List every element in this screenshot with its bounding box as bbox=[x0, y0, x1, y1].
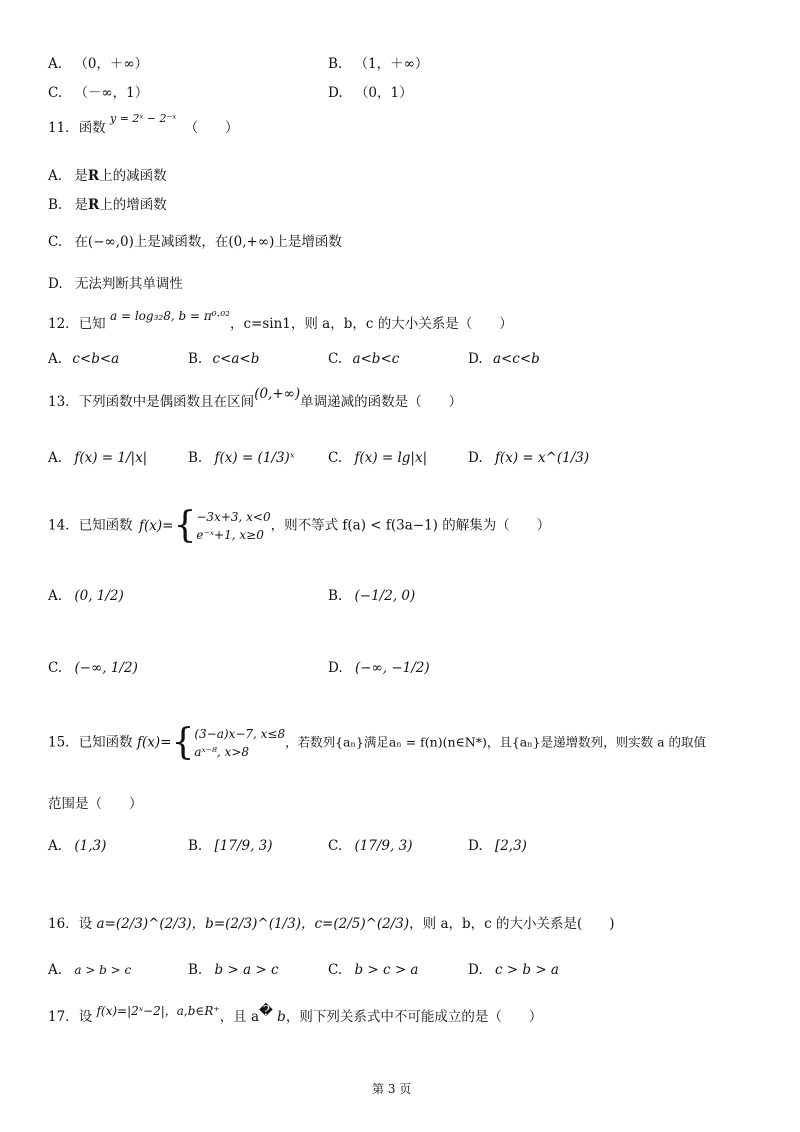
q12-option-b: B. c<a<b bbox=[188, 351, 260, 367]
q12-option-d: D. a<c<b bbox=[468, 351, 540, 367]
option-text: （0，＋∞） bbox=[74, 56, 149, 72]
q14-option-b: B. (−1/2, 0) bbox=[328, 588, 416, 604]
q12-option-a: A. c<b<a bbox=[48, 351, 120, 367]
q12-formula: a = log₃₂8, b = π⁰·⁰² bbox=[109, 309, 230, 323]
q16-formula: a=(2/3)^(2/3)，b=(2/3)^(1/3)，c=(2/5)^(2/3) bbox=[96, 916, 410, 932]
option-text: （0，1） bbox=[354, 85, 413, 101]
q13-option-d: D. f(x) = x^(1/3) bbox=[468, 450, 590, 466]
q16-option-b: B. b > a > c bbox=[188, 962, 279, 978]
q13-option-b: B. f(x) = (1/3)ˣ bbox=[188, 450, 295, 466]
q16-option-c: C. b > c > a bbox=[328, 962, 419, 978]
q10-option-b bbox=[328, 52, 428, 72]
q10-option-d bbox=[328, 81, 413, 101]
option-text: （1，＋∞） bbox=[354, 56, 429, 72]
q14-piecewise: −3x+3, x<0 e⁻ˣ+1, x≥0 bbox=[196, 510, 271, 542]
q13-option-c: C. f(x) = lg|x| bbox=[328, 450, 428, 466]
q17-formula: f(x)=|2ˣ−2|，a,b∈R⁺ bbox=[96, 1004, 220, 1018]
q14-stem: 14．已知函数 f(x)={ −3x+3, x<0 e⁻ˣ+1, x≥0 ，则不等式 f(a) < f(3a−1) 的解集为（ ） bbox=[48, 505, 551, 546]
q11-option-a: A. 是R上的减函数 bbox=[48, 168, 167, 184]
q12-stem: 12．已知 a = log₃₂8, b = π⁰·⁰²，c=sin1，则 a，b，c 的大小关系是（ ） bbox=[48, 309, 513, 332]
q14-option-c: C. (−∞, 1/2) bbox=[48, 660, 138, 676]
q11-formula: y = 2ˣ − 2⁻ˣ bbox=[109, 112, 177, 125]
option-label: C. bbox=[48, 85, 63, 101]
option-label: B. bbox=[328, 56, 343, 72]
q13-stem: 13．下列函数中是偶函数且在区间(0,+∞)单调递减的函数是（ ） bbox=[48, 386, 463, 410]
q14-option-a: A. (0, 1/2) bbox=[48, 588, 124, 604]
q15-option-b: B. [17/9, 3) bbox=[188, 838, 273, 854]
q15-stem-line2: 范围是（ ） bbox=[48, 796, 143, 812]
q15-option-c: C. (17/9, 3) bbox=[328, 838, 413, 854]
q13-option-a: A. f(x) = 1/|x| bbox=[48, 450, 148, 466]
q11-option-b: B. 是R上的增函数 bbox=[48, 197, 167, 213]
q13-interval: (0,+∞) bbox=[254, 386, 301, 402]
q15-option-d: D. [2,3) bbox=[468, 838, 527, 854]
q11-option-c: C. 在(−∞,0)上是减函数，在(0,+∞)上是增函数 bbox=[48, 234, 342, 250]
q11-option-d: D. 无法判断其单调性 bbox=[48, 276, 183, 292]
q16-option-d: D. c > b > a bbox=[468, 962, 559, 978]
q16-option-a: A. a > b > c bbox=[48, 962, 132, 978]
q15-piecewise: (3−a)x−7, x≤8 aˣ⁻⁸, x>8 bbox=[194, 727, 286, 759]
q12-option-c: C. a<b<c bbox=[328, 351, 400, 367]
q11-stem: 11．函数 $^{y = 2ˣ - 2^-ˣ}$ （ ） bbox=[48, 112, 239, 136]
page-number: 第 3 页 bbox=[372, 1082, 412, 1096]
q14-option-d: D. (−∞, −1/2) bbox=[328, 660, 430, 676]
option-label: A. bbox=[48, 56, 63, 72]
option-label: D. bbox=[328, 85, 343, 101]
q10-option-c bbox=[48, 81, 148, 101]
q16-stem: 16．设 a=(2/3)^(2/3)，b=(2/3)^(1/3)，c=(2/5)^(2/3)，则 a，b，c 的大小关系是( ) bbox=[48, 916, 615, 932]
q10-option-a bbox=[48, 52, 148, 72]
q17-stem: 17．设 f(x)=|2ˣ−2|，a,b∈R⁺，且 a� b，则下列关系式中不可能成立的是（ ） bbox=[48, 1003, 543, 1025]
q15-option-a: A. (1,3) bbox=[48, 838, 107, 854]
q15-stem: 15．已知函数 f(x)={ (3−a)x−7, x≤8 aˣ⁻⁸, x>8 ，若数列{aₙ}满足aₙ = f(n)(n∈N*)，且{aₙ}是递增数列，则实数 a 的取值 bbox=[48, 722, 706, 763]
option-text: （－∞，1） bbox=[74, 85, 149, 101]
